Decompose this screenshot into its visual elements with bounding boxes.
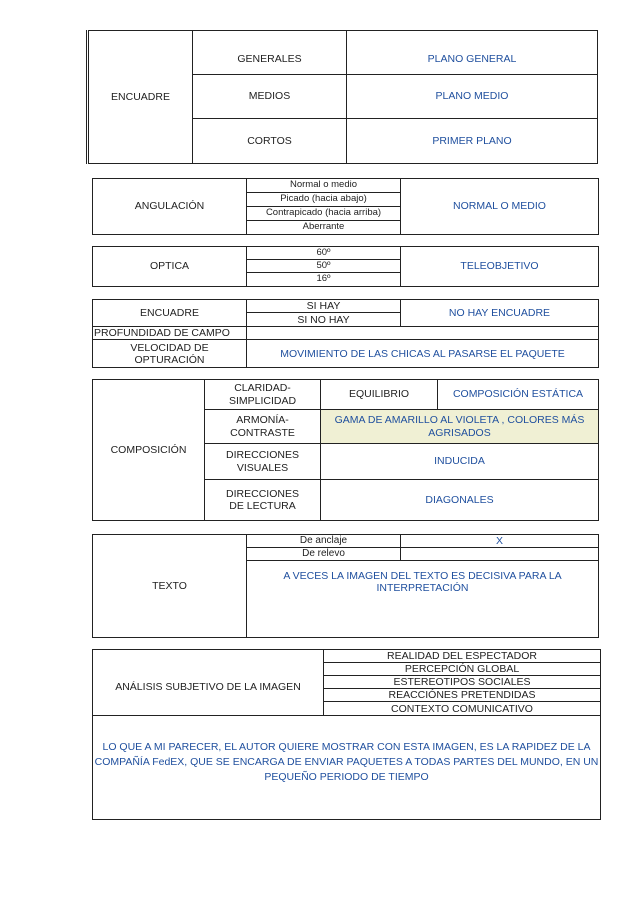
direcciones-visuales-value: INDUCIDA <box>321 444 599 480</box>
analisis-table <box>92 649 601 820</box>
angulacion-option: Picado (hacia abajo) <box>247 193 401 207</box>
velocidad-label: VELOCIDAD DE OPTURACIÓN <box>93 340 247 368</box>
encuadre2-option: SI HAY <box>247 300 401 313</box>
texto-label: TEXTO <box>93 535 247 638</box>
armonia-cell: ARMONÍA-CONTRASTE <box>205 410 321 444</box>
optica-value: TELEOBJETIVO <box>401 247 599 287</box>
anclaje-cell: De anclaje <box>247 535 401 548</box>
texto-value: A VECES LA IMAGEN DEL TEXTO ES DECISIVA PARA LA INTERPRETACIÓN <box>247 561 599 638</box>
encuadre-label: ENCUADRE <box>88 31 193 164</box>
angulacion-option: Contrapicado (hacia arriba) <box>247 207 401 221</box>
encuadre2-label: ENCUADRE <box>93 300 247 327</box>
optica-label: OPTICA <box>93 247 247 287</box>
optica-option: 60º <box>247 247 401 260</box>
composicion-table <box>92 379 599 521</box>
analisis-item: ESTEREOTIPOS SOCIALES <box>324 676 601 689</box>
cortos-cell: CORTOS <box>193 119 347 164</box>
equilibrio-cell: EQUILIBRIO <box>321 380 438 410</box>
analisis-item: REACCIÓNES PRETENDIDAS <box>324 689 601 702</box>
angulacion-table <box>92 178 599 235</box>
encuadre2-value: NO HAY ENCUADRE <box>401 300 599 327</box>
encuadre2-option: SI NO HAY <box>247 313 401 327</box>
optica-table <box>92 246 599 287</box>
direcciones-visuales-cell: DIRECCIONES VISUALES <box>205 444 321 480</box>
encuadre-table <box>86 30 598 164</box>
direcciones-lectura-value: DIAGONALES <box>321 480 599 521</box>
direcciones-lectura-cell: DIRECCIONES DE LECTURA <box>205 480 321 521</box>
angulacion-option: Aberrante <box>247 221 401 235</box>
composicion-label: COMPOSICIÓN <box>93 380 205 521</box>
plano-general-cell: PLANO GENERAL <box>347 31 598 75</box>
armonia-value: GAMA DE AMARILLO AL VIOLETA , COLORES MÁS AGRISADOS <box>321 410 599 444</box>
angulacion-label: ANGULACIÓN <box>93 179 247 235</box>
analisis-item: PERCEPCIÓN GLOBAL <box>324 663 601 676</box>
plano-medio-cell: PLANO MEDIO <box>347 75 598 119</box>
optica-option: 50º <box>247 260 401 273</box>
equilibrio-value: COMPOSICIÓN ESTÁTICA <box>438 380 599 410</box>
medios-cell: MEDIOS <box>193 75 347 119</box>
analisis-item: REALIDAD DEL ESPECTADOR <box>324 650 601 663</box>
texto-table <box>92 534 599 638</box>
relevo-cell: De relevo <box>247 548 401 561</box>
analisis-label: ANÁLISIS SUBJETIVO DE LA IMAGEN <box>93 650 324 716</box>
claridad-cell: CLARIDAD-SIMPLICIDAD <box>205 380 321 410</box>
angulacion-value: NORMAL O MEDIO <box>401 179 599 235</box>
profundidad-value <box>247 327 599 340</box>
velocidad-value: MOVIMIENTO DE LAS CHICAS AL PASARSE EL PAQUETE <box>247 340 599 368</box>
optica-option: 16º <box>247 273 401 287</box>
conclusion-cell: LO QUE A MI PARECER, EL AUTOR QUIERE MOSTRAR CON ESTA IMAGEN, ES LA RAPIDEZ DE LA COMPAÑÍA FedEX, QUE SE ENCARGA DE ENVIAR PAQUETES A TODAS PARTES DEL MUNDO, EN UN PEQUEÑO PERIODO DE TIEMPO <box>93 716 601 820</box>
profundidad-label: PROFUNDIDAD DE CAMPO <box>93 327 247 340</box>
anclaje-value: X <box>401 535 599 548</box>
generales-cell: GENERALES <box>193 31 347 75</box>
relevo-value <box>401 548 599 561</box>
primer-plano-cell: PRIMER PLANO <box>347 119 598 164</box>
encuadre2-table <box>92 299 599 368</box>
analisis-item: CONTEXTO COMUNICATIVO <box>324 702 601 716</box>
angulacion-option: Normal o medio <box>247 179 401 193</box>
